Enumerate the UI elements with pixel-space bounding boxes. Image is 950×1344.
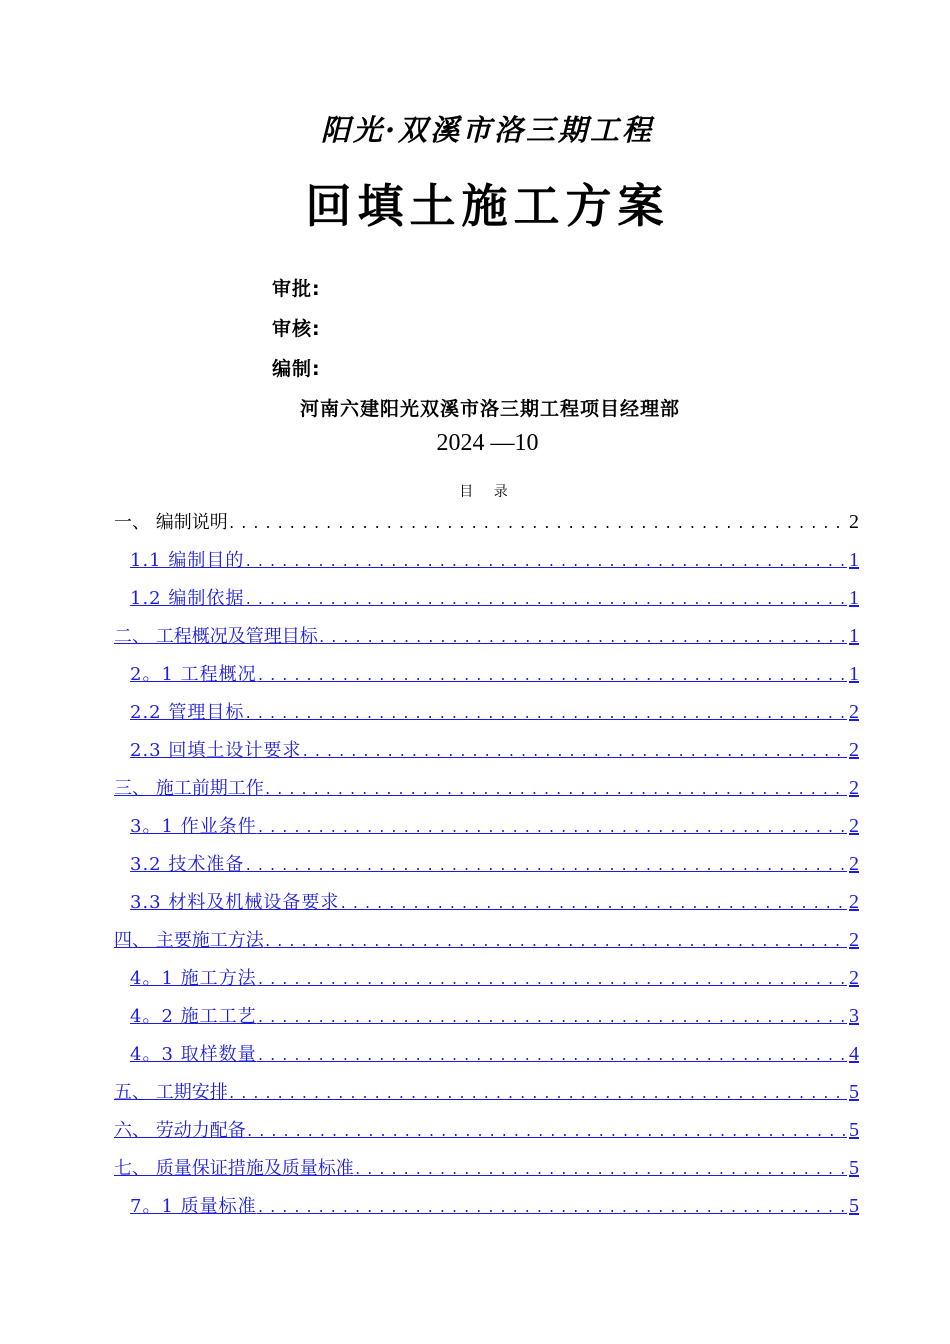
toc-page-number: 2	[849, 701, 859, 723]
document-title: 回填土施工方案	[305, 179, 670, 233]
toc-entry-title: 4。2 施工工艺	[130, 1006, 257, 1027]
toc-dot-leader	[257, 1190, 847, 1225]
toc-page-number: 1	[849, 587, 859, 609]
toc-page-number: 2	[849, 777, 859, 799]
toc-dot-leader	[354, 1152, 847, 1187]
toc-entry-title: 2.3 回填土设计要求	[130, 740, 302, 761]
toc-dot-leader	[228, 1076, 847, 1111]
toc-entry[interactable]	[114, 1149, 859, 1187]
toc-dot-leader	[244, 848, 847, 883]
toc-entry-title: 4。3 取样数量	[130, 1044, 257, 1065]
toc-dot-leader	[318, 620, 847, 655]
toc-dot-leader	[301, 734, 847, 769]
toc-entry[interactable]	[114, 617, 859, 655]
toc-dot-leader	[257, 810, 847, 845]
toc-entry	[114, 503, 859, 541]
approval-label: 审批:	[272, 278, 321, 300]
toc-page-number: 2	[849, 853, 859, 875]
toc-entry[interactable]	[114, 541, 859, 579]
toc-page-number: 2	[849, 891, 859, 913]
toc-entry-title: 4。1 施工方法	[130, 968, 257, 989]
toc-entry-title: 3.2 技术准备	[130, 854, 245, 875]
toc-page-number: 3	[849, 1005, 859, 1027]
toc-entry-title: 一、 编制说明	[114, 512, 228, 533]
toc-page-number: 5	[849, 1157, 859, 1179]
toc-page-number: 2	[849, 511, 859, 533]
toc-page-number: 1	[849, 549, 859, 571]
toc-entry-title: 7。1 质量标准	[130, 1196, 257, 1217]
organization-name: 河南六建阳光双溪市洛三期工程项目经理部	[299, 398, 680, 420]
toc-dot-leader	[246, 1114, 847, 1149]
toc-heading: 目 录	[459, 484, 516, 500]
toc-dot-leader	[257, 1000, 847, 1035]
toc-entry-title: 2.2 管理目标	[130, 702, 245, 723]
toc-entry[interactable]	[114, 693, 859, 731]
toc-entry-title: 六、 劳动力配备	[114, 1120, 246, 1141]
author-label: 编制:	[272, 358, 321, 380]
toc-entry[interactable]	[114, 579, 859, 617]
toc-page-number: 4	[849, 1043, 859, 1065]
toc-dot-leader	[257, 658, 847, 693]
toc-dot-leader	[264, 924, 847, 959]
toc-dot-leader	[339, 886, 847, 921]
review-label: 审核:	[272, 318, 321, 340]
toc-entry-title: 三、 施工前期工作	[114, 778, 264, 799]
project-subtitle: 阳光·双溪市洛三期工程	[320, 113, 655, 147]
toc-entry[interactable]	[114, 959, 859, 997]
document-date: 2024 —10	[436, 430, 539, 456]
toc-entry[interactable]	[114, 1073, 859, 1111]
toc-entry[interactable]	[114, 1035, 859, 1073]
toc-page-number: 2	[849, 967, 859, 989]
toc-page-number: 5	[849, 1195, 859, 1217]
toc-entry-title: 2。1 工程概况	[130, 664, 257, 685]
toc-entry[interactable]	[114, 845, 859, 883]
table-of-contents	[114, 503, 859, 1225]
toc-entry[interactable]	[114, 1111, 859, 1149]
toc-entry-title: 五、 工期安排	[114, 1082, 228, 1103]
signature-block	[272, 272, 321, 392]
toc-page-number: 2	[849, 929, 859, 951]
toc-entry[interactable]	[114, 731, 859, 769]
toc-entry-title: 3.3 材料及机械设备要求	[130, 892, 340, 913]
toc-entry[interactable]	[114, 1187, 859, 1225]
toc-entry-title: 四、 主要施工方法	[114, 930, 264, 951]
toc-dot-leader	[244, 582, 847, 617]
toc-dot-leader	[257, 1038, 847, 1073]
toc-entry[interactable]	[114, 807, 859, 845]
toc-page-number: 2	[849, 739, 859, 761]
toc-page-number: 2	[849, 815, 859, 837]
toc-entry-title: 七、 质量保证措施及质量标准	[114, 1158, 354, 1179]
toc-entry-title: 3。1 作业条件	[130, 816, 257, 837]
toc-page-number: 5	[849, 1119, 859, 1141]
toc-entry[interactable]	[114, 655, 859, 693]
toc-entry-title: 1.1 编制目的	[130, 550, 245, 571]
toc-entry[interactable]	[114, 769, 859, 807]
toc-page-number: 1	[849, 663, 859, 685]
toc-page-number: 5	[849, 1081, 859, 1103]
toc-dot-leader	[228, 506, 847, 541]
toc-dot-leader	[244, 544, 847, 579]
toc-page-number: 1	[849, 625, 859, 647]
toc-dot-leader	[257, 962, 847, 997]
toc-entry-title: 二、 工程概况及管理目标	[114, 626, 318, 647]
toc-dot-leader	[244, 696, 847, 731]
toc-entry[interactable]	[114, 883, 859, 921]
toc-entry[interactable]	[114, 921, 859, 959]
toc-dot-leader	[264, 772, 847, 807]
toc-entry-title: 1.2 编制依据	[130, 588, 245, 609]
toc-entry[interactable]	[114, 997, 859, 1035]
